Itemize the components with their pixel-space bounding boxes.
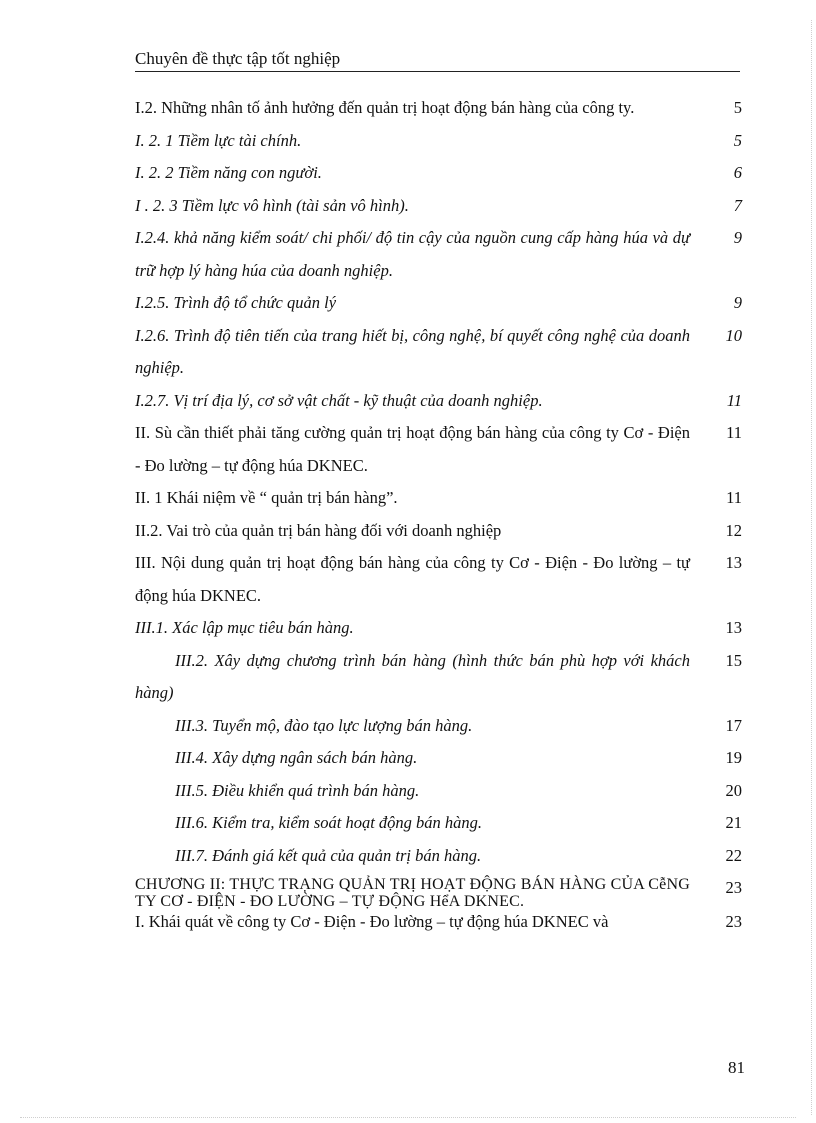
toc-entry-page: 7: [733, 195, 742, 215]
toc-entry-text: III.3. Tuyển mộ, đào tạo lực lượng bán hàng.: [175, 715, 473, 735]
toc-entry: [135, 742, 742, 775]
toc-entry-text: II. Sù cần thiết phải tăng cường quản trị hoạt động bán hàng của công ty Cơ - Điện - Đo lường – tự động húa DKNEC.: [135, 423, 690, 475]
toc-entry-page: 10: [725, 325, 742, 345]
toc-entry-text: CHƯƠNG II: THỰC TRẠNG QUẢN TRỊ HOẠT ĐỘNG BÁN HÀNG CỦA CễNG TY CƠ - ĐIỆN - ĐO LƯỜNG – TỰ ĐỘNG HểA DKNEC.: [135, 876, 690, 910]
toc-entry-page: 13: [725, 553, 742, 572]
header-title: Chuyên đề thực tập tốt nghiệp: [135, 49, 341, 68]
toc-entry: [135, 482, 742, 515]
toc-entry-page: 19: [725, 748, 742, 767]
page-number: 81: [728, 1058, 745, 1077]
toc-entry-text: III.1. Xác lập mục tiêu bán hàng.: [135, 618, 354, 637]
toc-entry: [135, 125, 742, 158]
toc-entry-page: 5: [733, 98, 742, 117]
toc-entry-text: III.6. Kiểm tra, kiểm soát hoạt động bán hàng.: [175, 813, 483, 832]
toc-entry: [135, 190, 742, 223]
toc-entry: [135, 775, 742, 808]
toc-entry-page: 11: [726, 390, 742, 410]
toc-entry: [135, 807, 742, 840]
toc-entry-text: I . 2. 3 Tiềm lực vô hình (tài sản vô hình).: [135, 195, 409, 215]
toc-entry: [135, 157, 742, 190]
toc-entry-page: 21: [725, 813, 742, 832]
toc-entry-text: III. Nội dung quản trị hoạt động bán hàng của công ty Cơ - Điện - Đo lường – tự động húa DKNEC.: [135, 553, 690, 605]
toc-entry-text: III.7. Đánh giá kết quả của quản trị bán hàng.: [175, 845, 482, 865]
toc-entry-text: I.2.4. khả năng kiểm soát/ chi phối/ độ tin cậy của nguồn cung cấp hàng húa và dự trữ hợp lý hàng húa của doanh nghiệp.: [135, 228, 690, 280]
toc-entry: [135, 515, 742, 548]
toc-entry-page: 9: [733, 293, 742, 312]
toc-entry-page: 12: [725, 520, 742, 540]
toc-entry: [135, 612, 742, 645]
toc-entry-text: I. 2. 2 Tiềm năng con người.: [135, 163, 322, 182]
toc-entry-page: 9: [733, 228, 742, 247]
toc-entry: [135, 222, 742, 287]
toc-entry-text: II.2. Vai trò của quản trị bán hàng đối với doanh nghiệp: [135, 520, 502, 540]
toc-entry-page: 11: [726, 423, 742, 442]
toc-entry-page: 15: [725, 650, 742, 670]
toc-entry-page: 23: [725, 878, 742, 897]
toc-entry: [135, 710, 742, 743]
page-border-bottom: [20, 1117, 796, 1118]
toc-entry-page: 22: [725, 845, 742, 865]
toc-entry-page: 5: [733, 130, 742, 150]
toc-entry-text: I.2.6. Trình độ tiên tiến của trang hiết bị, công nghệ, bí quyết công nghệ của doanh nghiệp.: [135, 325, 690, 377]
toc-entry: [135, 840, 742, 873]
toc-entry-text: III.2. Xây dựng chương trình bán hàng (hình thức bán phù hợp với khách hàng): [135, 650, 690, 702]
toc-entry-page: 17: [725, 715, 742, 735]
toc-entry: [135, 385, 742, 418]
toc-entry: [135, 320, 742, 385]
toc-entry-text: I. 2. 1 Tiềm lực tài chính.: [135, 130, 302, 150]
toc-entry-text: III.4. Xây dựng ngân sách bán hàng.: [175, 748, 418, 767]
toc-entry-text: III.5. Điều khiển quá trình bán hàng.: [175, 780, 420, 800]
toc-entry-page: 13: [725, 618, 742, 637]
toc-entry: [135, 417, 742, 482]
toc-entry-page: 11: [726, 488, 742, 507]
toc-entry: [135, 92, 742, 125]
toc-entry-text: I. Khái quát về công ty Cơ - Điện - Đo lường – tự động húa DKNEC và: [135, 912, 609, 931]
toc-entry-text: I.2.5. Trình độ tổ chức quản lý: [135, 293, 337, 312]
toc-entry-page: 6: [733, 163, 742, 182]
toc-entry-text: I.2. Những nhân tố ảnh hưởng đến quản trị hoạt động bán hàng của công ty.: [135, 98, 635, 117]
toc-entry-page: 23: [725, 912, 742, 931]
toc-entry-page: 20: [725, 780, 742, 800]
toc-entry: [135, 547, 742, 612]
toc-entry-text: I.2.7. Vị trí địa lý, cơ sở vật chất - kỹ thuật của doanh nghiệp.: [135, 390, 543, 410]
toc-entry: [135, 645, 742, 710]
toc-entry: [135, 906, 742, 939]
toc-entry: [135, 287, 742, 320]
table-of-contents: [135, 92, 742, 939]
page-border-right: [811, 20, 812, 1115]
page-header: [135, 48, 740, 72]
toc-entry-text: II. 1 Khái niệm về “ quản trị bán hàng”.: [135, 488, 398, 507]
